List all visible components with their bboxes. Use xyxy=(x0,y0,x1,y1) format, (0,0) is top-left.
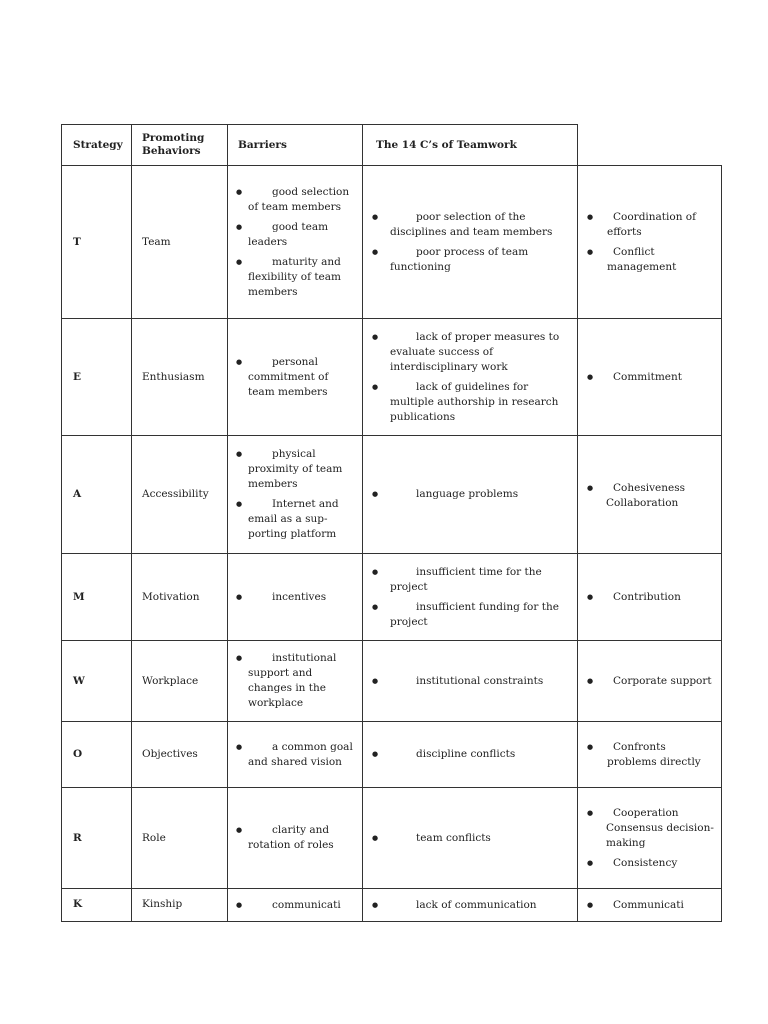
header-empty-cell xyxy=(578,125,722,166)
promoting-cell xyxy=(228,641,363,722)
table-row xyxy=(62,722,722,788)
strategy-letter: O xyxy=(62,722,132,788)
header-14-cs: The 14 C’s of Teamwork xyxy=(363,125,578,166)
promoting-cell xyxy=(228,889,363,922)
list-item-text: Corporate support xyxy=(613,674,712,687)
list-item xyxy=(584,674,715,689)
list-item xyxy=(584,370,715,385)
strategy-name: Team xyxy=(132,166,228,319)
strategy-letter: T xyxy=(62,166,132,319)
list-item-text: maturity and flexibility of team members xyxy=(248,255,341,298)
bullet-list xyxy=(234,893,356,918)
header-row xyxy=(62,125,722,166)
list-item xyxy=(369,565,571,595)
bullet-list xyxy=(234,355,356,400)
cs-cell xyxy=(578,554,722,641)
list-item-text: poor selection of the disciplines and team members xyxy=(390,210,553,238)
list-item-text: personal commitment of team members xyxy=(248,355,329,398)
table-row xyxy=(62,788,722,889)
header-barriers: Barriers xyxy=(228,125,363,166)
list-item xyxy=(584,806,715,821)
list-item-text: Internet and email as a sup-porting platform xyxy=(248,498,339,540)
strategy-letter: W xyxy=(62,641,132,722)
list-item-text: institutional support and changes in the workplace xyxy=(248,652,337,709)
header-strategy: Strategy xyxy=(62,125,132,166)
list-item xyxy=(234,740,356,770)
list-item xyxy=(234,823,356,853)
table-row xyxy=(62,554,722,641)
bullet-list xyxy=(584,210,715,275)
list-item-text: institutional constraints xyxy=(416,674,544,687)
strategy-name: Kinship xyxy=(132,889,228,922)
cs-cell xyxy=(578,319,722,436)
list-item-text: Consistency xyxy=(613,856,678,869)
bullet-list xyxy=(369,831,571,846)
list-item-text: language problems xyxy=(416,488,519,500)
bullet-list xyxy=(584,856,715,871)
barriers-cell xyxy=(363,319,578,436)
list-item xyxy=(234,255,356,300)
list-item-text: Conflict management xyxy=(607,245,677,273)
strategy-letter: A xyxy=(62,436,132,554)
list-item xyxy=(369,330,571,375)
cs-cell xyxy=(578,166,722,319)
list-item xyxy=(234,185,356,215)
list-item-text: insufficient time for the project xyxy=(390,565,542,593)
strategy-name: Enthusiasm xyxy=(132,319,228,436)
cs-extra-text: Consensus decision-making xyxy=(606,821,714,849)
list-item-text: Cooperation xyxy=(613,806,679,819)
list-item xyxy=(584,210,715,240)
strategy-name: Workplace xyxy=(132,641,228,722)
list-item xyxy=(369,487,571,502)
cs-cell xyxy=(578,889,722,922)
barriers-cell xyxy=(363,554,578,641)
bullet-list xyxy=(584,481,715,496)
table-row xyxy=(62,166,722,319)
list-item xyxy=(234,447,356,492)
strategy-name: Role xyxy=(132,788,228,889)
bullet-list xyxy=(234,590,356,605)
list-item-text: clarity and rotation of roles xyxy=(248,824,334,851)
list-item xyxy=(234,220,356,250)
barriers-cell xyxy=(363,722,578,788)
promoting-cell xyxy=(228,436,363,554)
list-item xyxy=(234,651,356,711)
list-item xyxy=(369,747,571,762)
bullet-list xyxy=(584,740,715,770)
bullet-list xyxy=(584,370,715,385)
list-item xyxy=(369,245,571,275)
cs-cell xyxy=(578,641,722,722)
list-item-text: physical proximity of team members xyxy=(248,448,343,490)
list-item-text: poor process of team functioning xyxy=(390,245,529,273)
promoting-cell xyxy=(228,166,363,319)
promoting-cell xyxy=(228,319,363,436)
strategy-name: Motivation xyxy=(132,554,228,641)
bullet-list xyxy=(584,806,715,821)
barriers-cell xyxy=(363,436,578,554)
list-item-text: team conflicts xyxy=(416,831,491,844)
list-item xyxy=(369,831,571,846)
promoting-cell xyxy=(228,554,363,641)
list-item-text: Commitment xyxy=(613,370,682,383)
list-item-text: Contribution xyxy=(613,590,681,603)
list-item xyxy=(369,898,571,913)
strategy-letter: R xyxy=(62,788,132,889)
promoting-cell xyxy=(228,788,363,889)
list-item-text: good team leaders xyxy=(248,220,329,248)
list-item xyxy=(234,590,356,605)
list-item xyxy=(234,898,356,913)
bullet-list xyxy=(234,185,356,300)
promoting-cell xyxy=(228,722,363,788)
barriers-cell xyxy=(363,166,578,319)
bullet-list xyxy=(369,674,571,689)
bullet-list xyxy=(369,330,571,425)
barriers-cell xyxy=(363,788,578,889)
bullet-list xyxy=(584,893,715,918)
list-item-text: a common goal and shared vision xyxy=(248,740,353,768)
list-item xyxy=(369,210,571,240)
list-item xyxy=(369,600,571,630)
list-item xyxy=(234,497,356,542)
bullet-list xyxy=(584,674,715,689)
strategy-letter: K xyxy=(62,889,132,922)
bullet-list xyxy=(234,740,356,770)
list-item-text: lack of proper measures to evaluate success of interdisciplinary work xyxy=(390,330,560,373)
cs-extra-text: Collaboration xyxy=(606,497,679,509)
cs-cell xyxy=(578,722,722,788)
bullet-list xyxy=(234,447,356,542)
table-row xyxy=(62,319,722,436)
list-item-text: insufficient funding for the project xyxy=(390,600,559,628)
bullet-list xyxy=(369,565,571,630)
strategy-letter: E xyxy=(62,319,132,436)
list-item xyxy=(369,674,571,689)
list-item-text: good selection of team members xyxy=(248,185,350,213)
list-item xyxy=(584,590,715,605)
list-item-text: communicati xyxy=(272,898,341,911)
bullet-list xyxy=(234,651,356,711)
bullet-list xyxy=(369,210,571,275)
list-item-text: Cohesiveness xyxy=(613,482,685,494)
list-item-text: lack of guidelines for multiple authorship in research publications xyxy=(390,380,559,423)
list-item-text: lack of communication xyxy=(416,898,537,911)
list-item xyxy=(234,355,356,400)
teamwork-table xyxy=(61,124,722,922)
list-item xyxy=(584,245,715,275)
table-row xyxy=(62,641,722,722)
list-item xyxy=(369,380,571,425)
list-item-text: Confronts problems directly xyxy=(607,740,701,768)
list-item xyxy=(584,481,715,496)
cs-cell xyxy=(578,436,722,554)
bullet-list xyxy=(369,747,571,762)
bullet-list xyxy=(369,487,571,502)
list-item-text: discipline conflicts xyxy=(416,748,516,760)
strategy-letter: M xyxy=(62,554,132,641)
table-row xyxy=(62,889,722,922)
list-item xyxy=(584,856,715,871)
bullet-list xyxy=(234,823,356,853)
strategy-name: Accessibility xyxy=(132,436,228,554)
list-item-text: Communicati xyxy=(613,898,684,911)
list-item xyxy=(584,898,715,913)
list-item xyxy=(584,740,715,770)
table-row xyxy=(62,436,722,554)
cs-cell xyxy=(578,788,722,889)
list-item-text: incentives xyxy=(272,590,327,603)
barriers-cell xyxy=(363,641,578,722)
bullet-list xyxy=(584,590,715,605)
strategy-name: Objectives xyxy=(132,722,228,788)
barriers-cell xyxy=(363,889,578,922)
header-promoting-behaviors: Promoting Behaviors xyxy=(132,125,228,166)
list-item-text: Coordination of efforts xyxy=(607,210,697,238)
bullet-list xyxy=(369,898,571,913)
